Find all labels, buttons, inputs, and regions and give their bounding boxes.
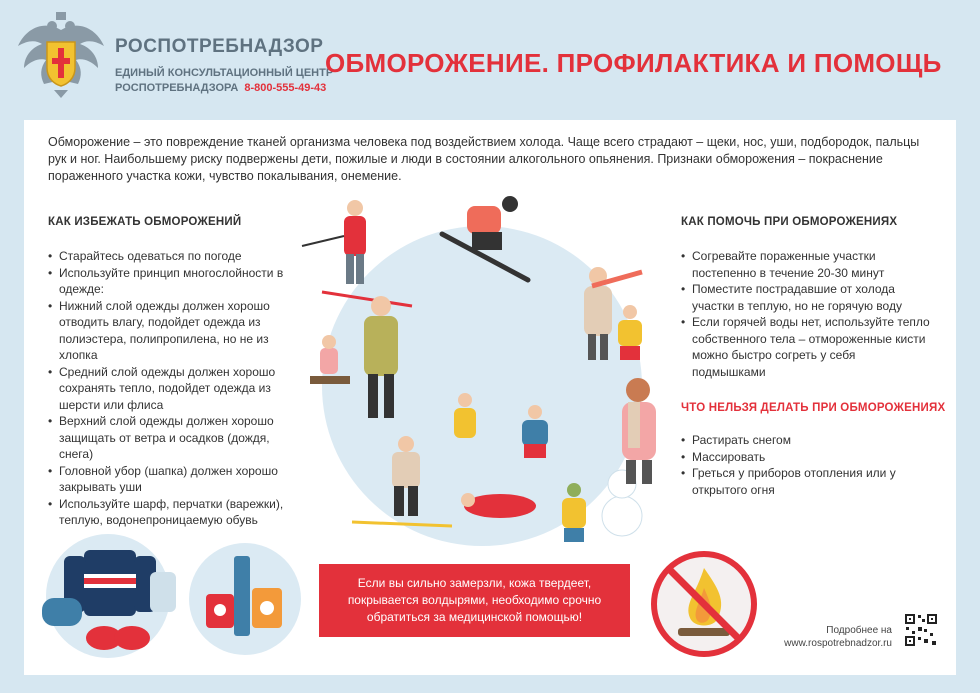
- dont-list: [681, 432, 931, 498]
- list-item: • Нижний слой одежды должен хорошо отводить влагу, подойдет одежда из полиэстера, полипропилена, но не из хлопка: [48, 298, 298, 364]
- winter-activities-illustration: [292, 186, 672, 546]
- org-name: РОСПОТРЕБНАДЗОР: [115, 36, 324, 57]
- more-info-label: Подробнее на: [826, 625, 892, 636]
- list-item: • Греться у приборов отопления или у открытого огня: [681, 465, 931, 498]
- list-item: • Растирать снегом: [681, 432, 931, 449]
- website-link[interactable]: www.rospotrebnadzor.ru: [784, 638, 892, 649]
- qr-code-icon[interactable]: [904, 613, 938, 647]
- hot-drinks-icon: [184, 538, 306, 660]
- list-item: • Если горячей воды нет, используйте тепло собственного тела – отмороженные кисти можно быстро согреть у себя подмышками: [681, 314, 931, 380]
- avoid-heading: КАК ИЗБЕЖАТЬ ОБМОРОЖЕНИЙ: [48, 216, 242, 228]
- list-item: • Средний слой одежды должен хорошо сохранять тепло, подойдет одежда из шерсти или флиса: [48, 364, 298, 414]
- double-headed-eagle-emblem-icon: [14, 10, 108, 100]
- dont-heading: ЧТО НЕЛЬЗЯ ДЕЛАТЬ ПРИ ОБМОРОЖЕНИЯХ: [681, 402, 946, 414]
- org-subtitle: [115, 66, 333, 96]
- org-line1: ЕДИНЫЙ КОНСУЛЬТАЦИОННЫЙ ЦЕНТР: [115, 67, 334, 79]
- list-item: • Верхний слой одежды должен хорошо защищать от ветра и осадков (дождя, снега): [48, 413, 298, 463]
- warm-clothes-icon: [38, 528, 183, 666]
- list-item: • Используйте принцип многослойности в одежде:: [48, 265, 298, 298]
- help-heading: КАК ПОМОЧЬ ПРИ ОБМОРОЖЕНИЯХ: [681, 216, 898, 228]
- help-list: [681, 248, 931, 380]
- list-item: • Головной убор (шапка) должен хорошо закрывать уши: [48, 463, 298, 496]
- list-item: • Старайтесь одеваться по погоде: [48, 248, 298, 265]
- list-item: • Используйте шарф, перчатки (варежки), теплую, водонепроницаемую обувь: [48, 496, 298, 529]
- no-fire-icon: [648, 548, 760, 660]
- medical-help-alert: Если вы сильно замерзли, кожа твердеет, покрывается волдырями, необходимо срочно обратиться за медицинской помощью!: [319, 564, 630, 637]
- more-info: [784, 624, 892, 650]
- list-item: • Массировать: [681, 449, 931, 466]
- woman-scarf-icon: [604, 376, 664, 486]
- header: [0, 0, 980, 110]
- list-item: • Поместите пострадавшие от холода участки в теплую, но не горячую воду: [681, 281, 931, 314]
- avoid-list: [48, 248, 298, 529]
- hotline-phone[interactable]: 8-800-555-49-43: [244, 82, 327, 94]
- list-item: • Согревайте пораженные участки постепенно в течение 20-30 минут: [681, 248, 931, 281]
- org-line2: РОСПОТРЕБНАДЗОРА: [115, 82, 239, 94]
- intro-text: Обморожение – это повреждение тканей организма человека под воздействием холода. Чаще всего страдают – щеки, нос, уши, подбородок, пальцы рук и ног. Наибольшему риску подвержены дети, пожилые и люди в состоянии алкогольного опьянения. Признаки обморожения – покраснение пораженного участка кожи, чувство покалывания, онемение.: [48, 135, 920, 183]
- content-card: [24, 120, 956, 675]
- page-title: ОБМОРОЖЕНИЕ. ПРОФИЛАКТИКА И ПОМОЩЬ: [325, 48, 942, 78]
